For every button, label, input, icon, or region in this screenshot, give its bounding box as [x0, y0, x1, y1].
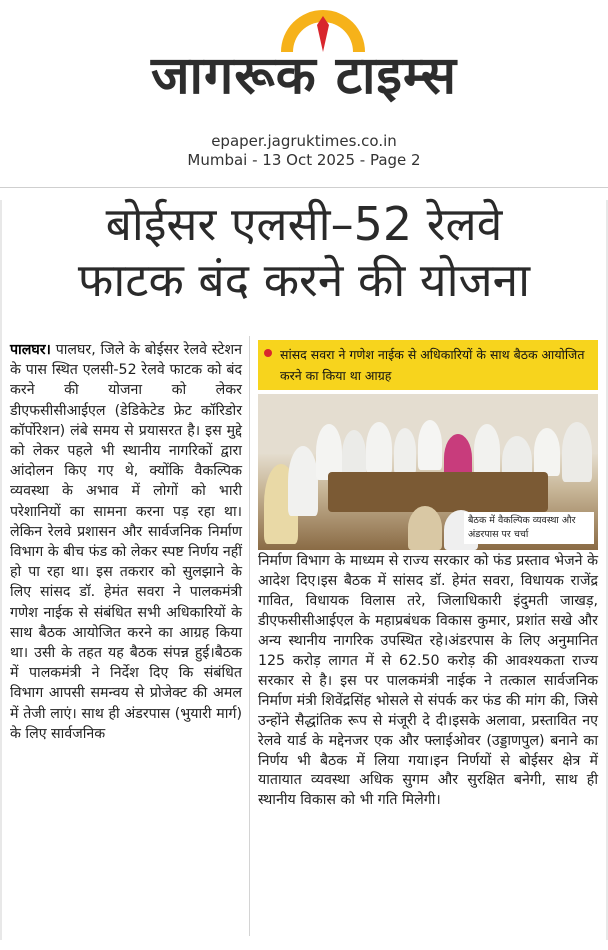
article-column-left — [10, 340, 242, 744]
meeting-photo — [258, 394, 598, 550]
article-body-left: पालघर, जिले के बोईसर रेलवे स्टेशन के पास स्थित एलसी-52 रेलवे फाटक को बंद करने की योजना को लेकर डीएफसीसीआईएल (डेडिकेटेड फ्रेट कॉरिडोर कॉर्पोरेशन) लंबे समय से प्रयासरत है। इस मुद्दे को लेकर पहले भी स्थानीय नागरिकों द्वारा आंदोलन किए गए थे, क्योंकि वैकल्पिक व्यवस्था के अभाव में लोगों को भारी परेशानियों का सामना करना पड़ रहा था। लेकिन रेलवे प्रशासन और सार्वजनिक निर्माण विभाग के बीच फंड को लेकर स्पष्ट निर्णय नहीं हो पा रहा था। इस तकरार को सुलझाने के लिए सांसद डॉ. हेमंत सवरा ने पालकमंत्री गणेश नाईक से संबंधित सभी अधिकारियों के साथ बैठक आयोजित करने का आग्रह किया था। उसी के तहत यह बैठक संपन्न हुई।बैठक में पालकमंत्री ने निर्देश दिए कि संबंधित विभाग आपसी समन्वय से प्रोजेक्ट की अमल में तेजी लाएं। साथ ही अंडरपास (भुयारी मार्ग) के लिए सार्वजनिक — [10, 342, 242, 742]
headline-line-1: बोईसर एलसी–52 रेलवे — [105, 197, 503, 251]
edition-dateline: Mumbai - 13 Oct 2025 - Page 2 — [187, 151, 421, 169]
photo-caption-box — [258, 340, 598, 390]
article-dateline-place: पालघर। — [10, 342, 51, 358]
newspaper-logo[interactable]: जागरूक टाइम्स — [150, 46, 458, 106]
epaper-url[interactable]: epaper.jagruktimes.co.in — [211, 132, 397, 150]
article-headline — [10, 196, 598, 308]
photo-caption: सांसद सवरा ने गणेश नाईक से अधिकारियों के साथ बैठक आयोजित करने का किया था आग्रह — [280, 347, 585, 383]
article-column-right: निर्माण विभाग के माध्यम से राज्य सरकार को फंड प्रस्ताव भेजने के आदेश दिए।इस बैठक में सांसद डॉ. हेमंत सवरा, विधायक राजेंद्र गावित, विधायक विलास तरे, जिलाधिकारी इंदुमती जाखड़, डीएफसीसीआईएल के महाप्रबंधक विकास कुमार, प्रशांत सखे और अन्य स्थानीय नागरिक उपस्थित रहे।अंडरपास के लिए अनुमानित 125 करोड़ लागत में से 62.50 करोड़ की आवश्यकता राज्य सरकार से है। इस पर पालकमंत्री नाईक ने तत्काल सार्वजनिक निर्माण मंत्री शिवेंद्रसिंह भोसले से संपर्क कर फंड की मांग की, जिसे उन्होंने सैद्धांतिक रूप से मंजूरी दे दी।इसके अलावा, प्रस्तावित नए रेलवे यार्ड के मद्देनजर एक और फ्लाईओवर (उड्डाणपुल) बनाने का निर्णय भी बैठक में लिया गया।इन निर्णयों से बोईसर क्षेत्र में यातायात व्यवस्था अधिक सुगम और सुरक्षित बनेगी, साथ ही स्थानीय विकास को भी गति मिलेगी। — [258, 553, 598, 809]
bullet-dot-icon — [264, 349, 272, 357]
headline-line-2: फाटक बंद करने की योजना — [77, 253, 531, 307]
photo-label: बैठक में वैकल्पिक व्यवस्था और अंडरपास पर चर्चा — [464, 512, 594, 544]
masthead — [0, 0, 608, 130]
masthead-divider — [0, 187, 608, 188]
column-divider — [249, 336, 250, 936]
page-edge-left — [0, 200, 2, 940]
